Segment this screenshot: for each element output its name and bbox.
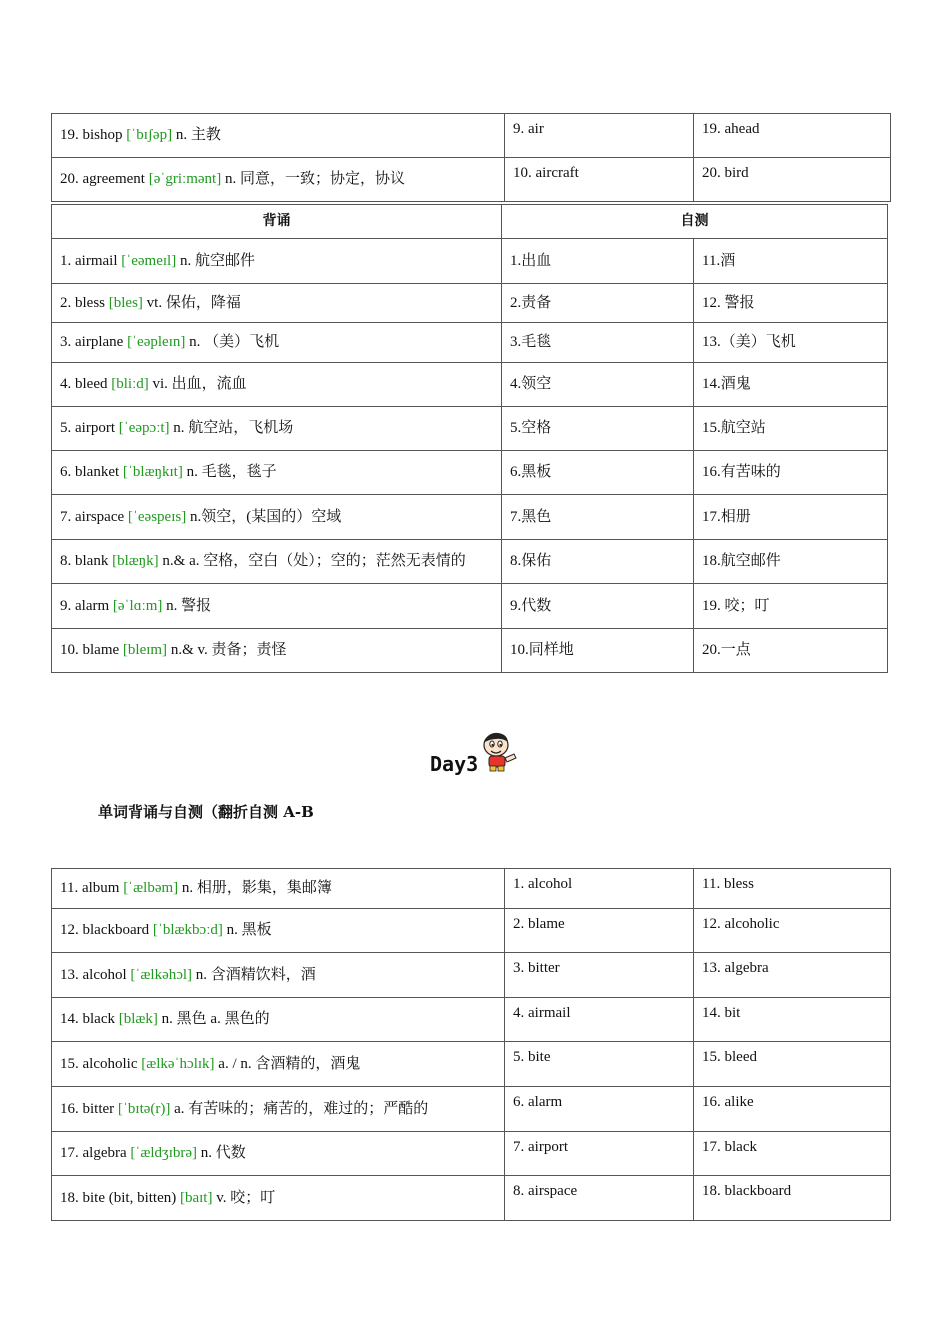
phonetic: [ˈældʒɪbrə] xyxy=(130,1145,198,1161)
table-row xyxy=(52,953,891,998)
cartoon-boy-icon xyxy=(480,730,520,774)
test-cell: 15.航空站 xyxy=(694,407,888,451)
word-cell xyxy=(52,114,505,158)
word-cell xyxy=(52,629,502,673)
word-cell xyxy=(52,239,502,284)
phonetic: [ˈbɪtə(r)] xyxy=(117,1100,171,1117)
test-cell: 6.黑板 xyxy=(502,451,694,495)
test-cell: 4. airmail xyxy=(505,998,694,1042)
definition: n. 警报 xyxy=(162,597,212,614)
test-cell: 14. bit xyxy=(694,998,891,1042)
table-row xyxy=(52,1087,891,1132)
test-cell: 15. bleed xyxy=(694,1042,891,1087)
header-self-test: 自测 xyxy=(502,205,888,239)
table-row xyxy=(52,1042,891,1087)
word: 11. album xyxy=(60,880,124,896)
definition: n. 毛毯，毯子 xyxy=(182,464,277,480)
word: 20. agreement xyxy=(60,171,149,187)
test-cell: 1. alcohol xyxy=(505,869,694,909)
phonetic: [ˈeəpleɪn] xyxy=(127,334,186,350)
phonetic: [bliːd] xyxy=(111,376,149,392)
test-cell: 16. alike xyxy=(694,1087,891,1132)
word-cell xyxy=(52,1176,505,1221)
vocab-table-top xyxy=(51,113,891,202)
definition: a. / n. 含酒精的，酒鬼 xyxy=(214,1055,361,1072)
word-cell xyxy=(52,451,502,495)
word: 18. bite (bit, bitten) xyxy=(60,1189,180,1206)
table-row xyxy=(52,407,888,451)
table-header-row xyxy=(52,205,888,239)
test-cell: 3.毛毯 xyxy=(502,323,694,363)
word: 13. alcohol xyxy=(60,966,131,983)
header-recite: 背诵 xyxy=(52,205,502,239)
word-cell xyxy=(52,584,502,629)
definition: n. 含酒精饮料，酒 xyxy=(192,966,316,983)
table-row xyxy=(52,540,888,584)
word: 4. bleed xyxy=(60,376,112,392)
phonetic: [ˈælbəm] xyxy=(123,880,179,896)
test-cell: 7. airport xyxy=(505,1132,694,1176)
test-cell: 6. alarm xyxy=(505,1087,694,1132)
test-cell: 2.责备 xyxy=(502,284,694,323)
phonetic: [ˈeəspeɪs] xyxy=(127,508,187,525)
day-title: Day3 xyxy=(430,752,479,776)
test-cell: 3. bitter xyxy=(505,953,694,998)
word-cell xyxy=(52,869,505,909)
test-cell: 11. bless xyxy=(694,869,891,909)
word-cell xyxy=(52,407,502,451)
word: 16. bitter xyxy=(60,1100,118,1117)
test-cell: 17. black xyxy=(694,1132,891,1176)
phonetic: [ˈblæŋkɪt] xyxy=(122,464,183,480)
word-cell xyxy=(52,998,505,1042)
word: 1. airmail xyxy=(60,252,122,269)
test-cell: 5. bite xyxy=(505,1042,694,1087)
table-row xyxy=(52,584,888,629)
test-cell: 20.一点 xyxy=(694,629,888,673)
test-cell: 10.同样地 xyxy=(502,629,694,673)
definition: n.& a. 空格，空白（处）；空的；茫然无表情的 xyxy=(158,553,466,569)
definition: n. 同意，一致；协定，协议 xyxy=(221,171,405,187)
definition: n. 黑板 xyxy=(222,922,272,938)
phonetic: [ˈblækbɔːd] xyxy=(152,922,223,938)
definition: n. 代数 xyxy=(197,1145,246,1161)
test-cell: 13. algebra xyxy=(694,953,891,998)
table-row xyxy=(52,451,888,495)
table-row xyxy=(52,239,888,284)
word: 14. black xyxy=(60,1011,119,1027)
phonetic: [bleɪm] xyxy=(122,642,168,658)
word-cell xyxy=(52,495,502,540)
test-cell: 1.出血 xyxy=(502,239,694,284)
table-row xyxy=(52,909,891,953)
word-cell xyxy=(52,284,502,323)
word: 6. blanket xyxy=(60,464,123,480)
test-cell: 12. 警报 xyxy=(694,284,888,323)
word: 2. bless xyxy=(60,294,109,311)
phonetic: [blæk] xyxy=(118,1011,158,1027)
test-cell: 13.（美）飞机 xyxy=(694,323,888,363)
definition: a. 有苦味的；痛苦的，难过的；严酷的 xyxy=(170,1100,429,1117)
table-row xyxy=(52,114,891,158)
word: 15. alcoholic xyxy=(60,1055,142,1072)
word-cell xyxy=(52,1042,505,1087)
phonetic: [əˈgriːmənt] xyxy=(148,171,222,187)
word-cell xyxy=(52,363,502,407)
table-row xyxy=(52,158,891,202)
word-cell xyxy=(52,909,505,953)
test-cell: 8.保佑 xyxy=(502,540,694,584)
definition: vt. 保佑，降福 xyxy=(142,294,241,311)
test-cell: 16.有苦味的 xyxy=(694,451,888,495)
definition: n. （美）飞机 xyxy=(185,334,280,350)
test-cell: 4.领空 xyxy=(502,363,694,407)
definition: n.& v. 责备；责怪 xyxy=(167,642,287,658)
phonetic: [ˈbɪʃəp] xyxy=(126,127,173,143)
word-cell xyxy=(52,540,502,584)
test-cell: 10. aircraft xyxy=(505,158,694,202)
definition: vi. 出血，流血 xyxy=(148,376,247,392)
test-cell: 7.黑色 xyxy=(502,495,694,540)
test-cell: 5.空格 xyxy=(502,407,694,451)
table-row xyxy=(52,323,888,363)
test-cell: 9. air xyxy=(505,114,694,158)
table-row xyxy=(52,363,888,407)
table-row xyxy=(52,869,891,909)
test-cell: 18.航空邮件 xyxy=(694,540,888,584)
phonetic: [ælkəˈhɔlɪk] xyxy=(141,1055,215,1072)
definition: n.领空，(某国的）空域 xyxy=(186,508,342,525)
word: 7. airspace xyxy=(60,508,128,525)
table-row xyxy=(52,629,888,673)
word: 19. bishop xyxy=(60,127,127,143)
phonetic: [əˈlɑːm] xyxy=(112,597,163,614)
definition: n. 主教 xyxy=(172,127,221,143)
word: 9. alarm xyxy=(60,597,113,614)
definition: n. 黑色 a. 黑色的 xyxy=(157,1011,270,1027)
table-row xyxy=(52,284,888,323)
word: 5. airport xyxy=(60,420,119,436)
phonetic: [ˈeəmeɪl] xyxy=(121,252,177,269)
definition: v. 咬；叮 xyxy=(212,1189,276,1206)
table-row xyxy=(52,1176,891,1221)
word: 8. blank xyxy=(60,553,113,569)
word-cell xyxy=(52,953,505,998)
test-cell: 19. ahead xyxy=(694,114,891,158)
test-cell: 11.酒 xyxy=(694,239,888,284)
test-cell: 20. bird xyxy=(694,158,891,202)
test-cell: 14.酒鬼 xyxy=(694,363,888,407)
word-cell xyxy=(52,158,505,202)
test-cell: 12. alcoholic xyxy=(694,909,891,953)
table-row xyxy=(52,495,888,540)
word-cell xyxy=(52,1132,505,1176)
definition: n. 相册，影集，集邮簿 xyxy=(178,880,332,896)
test-cell: 9.代数 xyxy=(502,584,694,629)
table-row xyxy=(52,1132,891,1176)
vocab-table-middle xyxy=(51,204,888,673)
definition: n. 航空邮件 xyxy=(176,252,255,269)
vocab-table-day3 xyxy=(51,868,891,1221)
test-cell: 2. blame xyxy=(505,909,694,953)
word: 17. algebra xyxy=(60,1145,131,1161)
phonetic: [ˈælkəhɔl] xyxy=(130,966,193,983)
section-subtitle: 单词背诵与自测（翻折自测 A-B xyxy=(98,803,314,821)
phonetic: [ˈeəpɔːt] xyxy=(118,420,170,436)
test-cell: 17.相册 xyxy=(694,495,888,540)
test-cell: 19. 咬；叮 xyxy=(694,584,888,629)
phonetic: [blæŋk] xyxy=(112,553,159,569)
table-row xyxy=(52,998,891,1042)
word: 10. blame xyxy=(60,642,123,658)
word: 3. airplane xyxy=(60,334,128,350)
phonetic: [bles] xyxy=(108,294,143,311)
test-cell: 18. blackboard xyxy=(694,1176,891,1221)
test-cell: 8. airspace xyxy=(505,1176,694,1221)
word-cell xyxy=(52,323,502,363)
definition: n. 航空站，飞机场 xyxy=(169,420,294,436)
phonetic: [baɪt] xyxy=(179,1189,213,1206)
word-cell xyxy=(52,1087,505,1132)
word: 12. blackboard xyxy=(60,922,153,938)
